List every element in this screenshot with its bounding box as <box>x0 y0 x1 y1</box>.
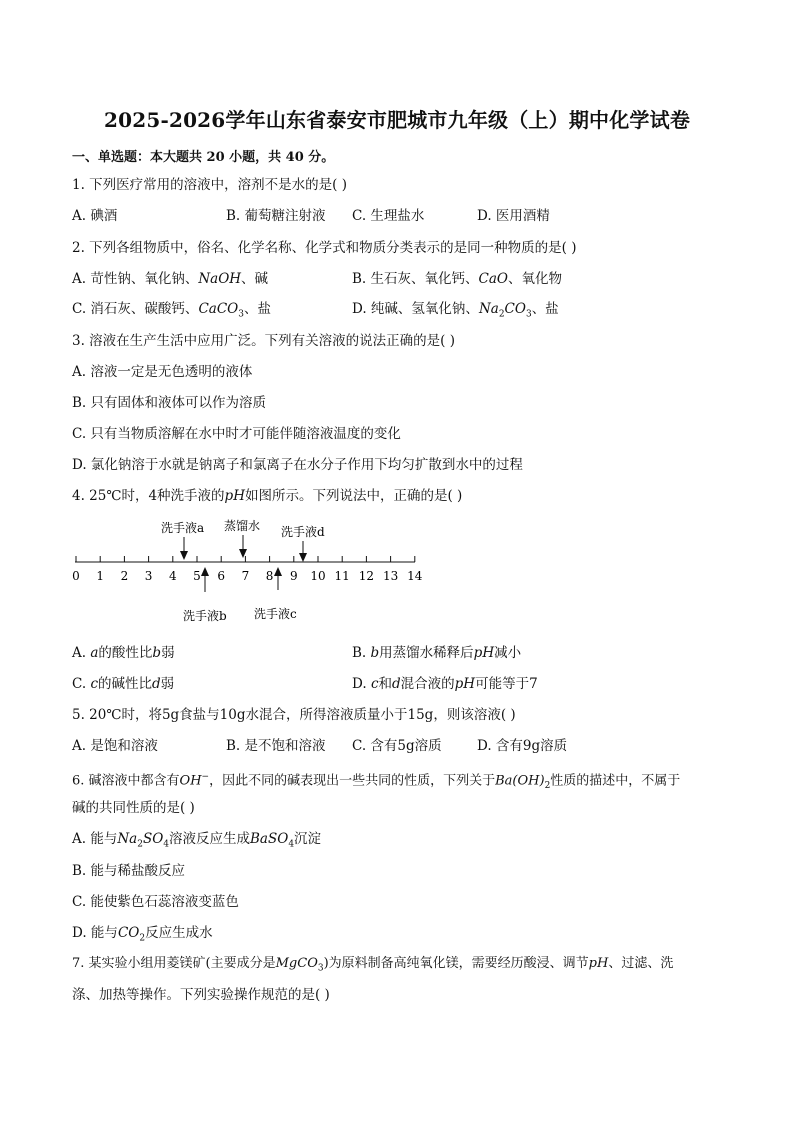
q5-option-d: D. 含有9g溶质 <box>477 738 568 754</box>
q4-c-var-2: d <box>152 676 161 692</box>
q4-d-mid-2: 混合液的 <box>400 676 455 692</box>
q1-stem: 1. 下列医疗常用的溶液中，溶剂不是水的是( ) <box>72 177 347 193</box>
q2-d-subscript-2: 3 <box>525 309 532 320</box>
q7-formula-subscript: 3 <box>317 963 324 974</box>
q7-var: pH <box>588 956 609 971</box>
q3-option-b: B. 只有固体和液体可以作为溶质 <box>72 395 267 411</box>
q5-option-a: A. 是饱和溶液 <box>72 738 158 754</box>
q7-formula: MgCO <box>275 956 318 971</box>
q6-formula: Ba(OH) <box>495 773 545 789</box>
label-distilled-water: 蒸馏水 <box>224 519 261 533</box>
q2-b-text: B. 生石灰、氧化钙、 <box>352 271 479 287</box>
q7-stem-line-2: 涤、加热等操作。下列实验操作规范的是( ) <box>72 987 330 1003</box>
label-handwash-d: 洗手液d <box>281 525 325 539</box>
q2-option-d <box>352 300 559 324</box>
label-handwash-b: 洗手液b <box>183 609 227 623</box>
q2-d-subscript-1: 2 <box>498 309 505 320</box>
q4-a-tail: 弱 <box>161 645 175 661</box>
q3-option-a: A. 溶液一定是无色透明的液体 <box>72 364 253 380</box>
q6-a-sub-2: 4 <box>163 839 170 850</box>
tick-label: 13 <box>382 569 399 583</box>
tick-label: 5 <box>193 569 201 583</box>
q4-b-prefix: B. <box>352 645 371 661</box>
q2-a-formula: NaOH <box>198 271 242 287</box>
q6-d-text: D. 能与 <box>72 925 118 941</box>
q6-stem-line-2: 碱的共同性质的是( ) <box>72 800 195 816</box>
q2-option-a <box>72 270 268 288</box>
tick-label: 10 <box>310 569 326 583</box>
label-handwash-a: 洗手液a <box>161 521 205 535</box>
q4-option-a <box>72 644 175 662</box>
arrow-c-head-icon <box>274 567 282 576</box>
q6-a-tail: 沉淀 <box>294 831 322 847</box>
q2-b-tail: 、氧化物 <box>507 271 562 287</box>
q4-c-prefix: C. <box>72 676 91 692</box>
q6-a-sub-3: 4 <box>288 839 295 850</box>
q5-option-b: B. 是不饱和溶液 <box>226 738 326 754</box>
q1-option-c: C. 生理盐水 <box>352 208 425 224</box>
q2-d-text: D. 纯碱、氢氧化钠、 <box>352 301 479 317</box>
q4-d-var-1: c <box>370 676 379 692</box>
q7-stem-text: 7. 某实验小组用菱镁矿(主要成分是 <box>72 956 276 971</box>
tick-label: 11 <box>334 569 350 583</box>
tick-label: 12 <box>358 569 375 583</box>
q3-option-d: D. 氯化钠溶于水就是钠离子和氯离子在水分子作用下均匀扩散到水中的过程 <box>72 457 523 473</box>
q2-a-tail: 、碱 <box>241 271 269 287</box>
q6-a-formula-3: BaSO <box>250 831 289 847</box>
arrow-a-head-icon <box>180 551 188 560</box>
q4-a-prefix: A. <box>72 645 91 661</box>
q4-d-var-2: d <box>392 676 401 692</box>
q2-option-c <box>72 300 271 324</box>
arrow-b-head-icon <box>201 567 209 576</box>
q2-a-text: A. 苛性钠、氧化钠、 <box>72 271 199 287</box>
q2-c-subscript: 3 <box>238 309 244 320</box>
q7-stem-line-1 <box>72 955 673 978</box>
q4-stem <box>72 487 462 505</box>
q6-a-formula-1: Na <box>117 831 138 847</box>
q4-b-mid: 用蒸馏水稀释后 <box>379 645 474 661</box>
q4-b-tail: 减小 <box>494 645 522 661</box>
q4-a-mid: 的酸性比 <box>98 645 153 661</box>
q4-stem-tail: 如图所示。下列说法中，正确的是( ) <box>244 488 463 504</box>
q7-stem-mid: )为原料制备高纯氧化镁，需要经历酸浸、调节 <box>323 956 589 971</box>
q2-c-text: C. 消石灰、碳酸钙、 <box>72 301 199 317</box>
q6-a-mid: 溶液反应生成 <box>169 831 251 847</box>
q6-d-subscript: 2 <box>139 933 146 944</box>
q4-d-var-3: pH <box>454 676 476 692</box>
q2-d-tail: 、盐 <box>531 301 559 317</box>
tick-label: 2 <box>120 569 129 583</box>
q2-option-b <box>352 270 562 288</box>
q6-stem-mid: ，因此不同的碱表现出一些共同的性质，下列关于 <box>209 773 496 789</box>
q5-option-c: C. 含有5g溶质 <box>352 738 442 754</box>
q4-stem-text: 4. 25℃时，4种洗手液的 <box>72 488 225 504</box>
q6-ion: OH <box>179 773 202 789</box>
q4-option-d <box>352 675 538 693</box>
q4-d-prefix: D. <box>352 676 371 692</box>
q4-c-var-1: c <box>90 676 98 692</box>
q6-a-sub-1: 2 <box>137 839 143 850</box>
q4-c-tail: 弱 <box>160 676 175 692</box>
q6-option-c: C. 能使紫色石蕊溶液变蓝色 <box>72 894 239 910</box>
arrow-d-head-icon <box>299 553 307 562</box>
q2-d-formula-2: CO <box>504 301 526 317</box>
q2-b-formula: CaO <box>478 271 508 287</box>
q4-a-var-2: b <box>152 645 162 661</box>
q4-d-tail: 可能等于7 <box>475 676 538 692</box>
tick-label: 7 <box>241 569 250 583</box>
q6-a-text: A. 能与 <box>72 831 118 847</box>
q3-option-c: C. 只有当物质溶解在水中时才可能伴随溶液温度的变化 <box>72 426 401 442</box>
q4-b-var-2: pH <box>473 645 495 661</box>
q6-d-formula: CO <box>117 925 140 941</box>
q4-b-var-1: b <box>370 645 380 661</box>
tick-label: 8 <box>265 569 274 583</box>
q2-c-tail: 、盐 <box>243 301 271 317</box>
q6-option-a <box>72 830 321 854</box>
tick-label: 1 <box>96 569 105 583</box>
q1-option-a: A. 碘酒 <box>72 208 118 224</box>
q2-d-formula-1: Na <box>478 301 499 317</box>
q6-stem-tail: 性质的描述中，不属于 <box>550 773 681 789</box>
q2-stem: 2. 下列各组物质中，俗名、化学名称、化学式和物质分类表示的是同一种物质的是( ) <box>72 240 577 256</box>
q6-d-tail: 反应生成水 <box>145 925 213 941</box>
ph-number-line-figure <box>60 512 440 632</box>
q4-stem-var: pH <box>224 488 245 504</box>
tick-label: 0 <box>72 569 80 583</box>
q7-stem-tail: 、过滤、洗 <box>608 956 674 971</box>
tick-label: 9 <box>289 569 298 583</box>
q1-option-d: D. 医用酒精 <box>477 208 550 224</box>
tick-label: 14 <box>407 569 423 583</box>
page-title: 2025-2026学年山东省泰安市肥城市九年级（上）期中化学试卷 <box>103 108 691 132</box>
q4-option-c <box>72 675 174 693</box>
q3-stem: 3. 溶液在生产生活中应用广泛。下列有关溶液的说法正确的是( ) <box>72 333 455 349</box>
label-handwash-c: 洗手液c <box>254 607 297 621</box>
tick-group <box>72 556 423 583</box>
q6-stem-line-1 <box>72 768 680 795</box>
q4-c-mid: 的碱性比 <box>98 676 152 692</box>
q1-option-b: B. 葡萄糖注射液 <box>226 208 326 224</box>
q6-stem-text: 6. 碱溶液中都含有 <box>72 773 180 789</box>
q6-ion-charge: − <box>201 772 210 782</box>
q4-a-var-1: a <box>90 645 99 661</box>
tick-label: 6 <box>217 569 226 583</box>
q6-a-formula-2: SO <box>142 831 164 847</box>
q5-stem: 5. 20℃时，将5g食盐与10g水混合，所得溶液质量小于15g，则该溶液( ) <box>72 707 516 723</box>
section-heading: 一、单选题：本大题共 20 小题，共 40 分。 <box>72 150 335 165</box>
q2-c-formula: CaCO <box>198 301 239 317</box>
q4-option-b <box>352 644 521 662</box>
q6-option-b: B. 能与稀盐酸反应 <box>72 863 186 879</box>
q6-formula-subscript: 2 <box>544 780 551 791</box>
tick-label: 3 <box>144 569 153 583</box>
q4-d-mid: 和 <box>378 676 392 692</box>
q6-option-d <box>72 924 213 948</box>
tick-label: 4 <box>168 569 177 583</box>
